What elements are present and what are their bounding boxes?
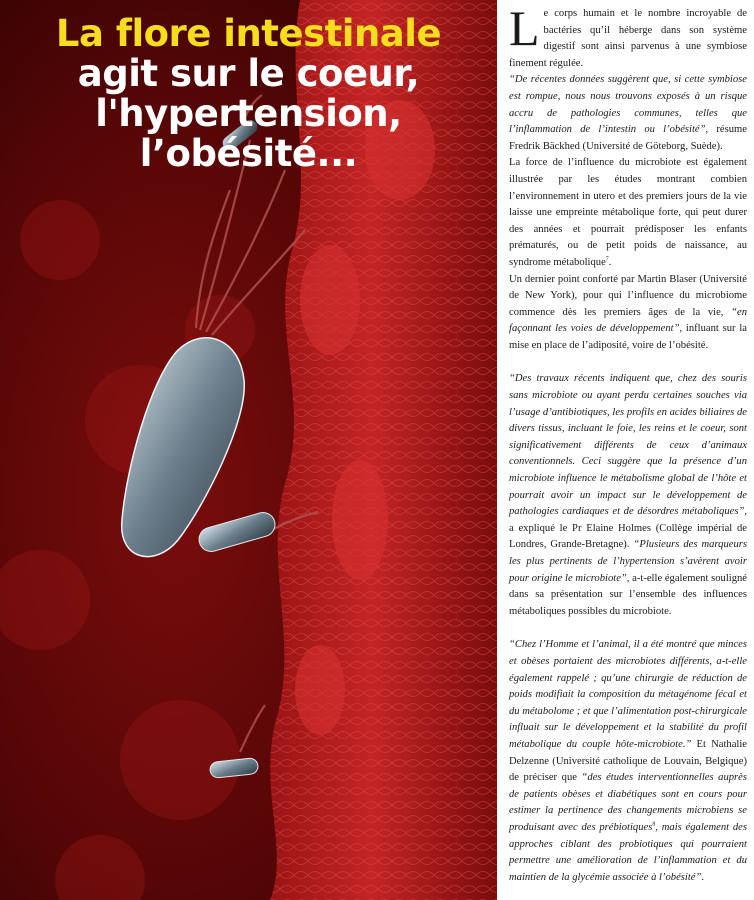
headline-line-2: agit sur le coeur, (77, 52, 420, 95)
delzenne-end: . (701, 871, 705, 883)
reference-7: 7 (605, 256, 609, 263)
paragraph-delzenne (509, 637, 747, 886)
holmes-mid: , a expliqué le Pr Elaine Holmes (Collège impérial de Londres, Grande-Bretagne). (509, 506, 747, 551)
delzenne-quote-2b: , mais également des approches ciblant des probiotiques qui pourraient permettre une amélioration de l’inflammation et du maintien de la glycémie associée à l’obésité” (509, 821, 747, 883)
blaser-end: , influant sur la mise en place de l’adiposité, voire de l’obésité. (509, 323, 748, 351)
reference-8: 8 (652, 821, 656, 828)
influence-end: . (608, 256, 612, 268)
delzenne-mid: Et Nathalie Delzenne (Université catholique de Louvain, Belgique) de préciser que (509, 738, 747, 784)
holmes-quote-1: “Des travaux récents indiquent que, chez des souris sans microbiote ou ayant perdu certaines souches via l’usage d’antibiotiques, les profils en acides biliaires de divers tissus, incluant le foie, les reins et le coeur, sont significativement différents de ceux d’animaux conventionnels. Ceci suggère que la présence d’un microbiote influence le métabolisme global de l’hôte et pourrait avoir un impact sur le développement de pathologies cardiaques et de désordres métaboliques” (509, 373, 747, 518)
paragraph-intro (509, 0, 747, 72)
blaser-quote: “en façonnant les voies de développement” (509, 306, 747, 335)
headline (0, 14, 497, 174)
backhed-attribution: , résume Fredrik Bäckhed (Université de Göteborg, Suède). (509, 124, 748, 152)
delzenne-quote-2a: “des études interventionnelles auprès de patients obèses et diabétiques sont en cours pour estimer la pertinence des changements microbiens se produisant avec des prébiotiques (509, 772, 747, 833)
holmes-end: , a-t-elle également souligné dans sa présentation sur l’ensemble des influences métaboliques possibles du microbiote. (509, 572, 747, 617)
paragraph-influence (509, 155, 747, 271)
headline-line-3: l'hypertension, (95, 92, 402, 135)
influence-text: La force de l’influence du microbiote est également illustrée par les études montrant combien l’environnement in utero et des premiers jours de la vie laisse une empreinte métabolique forte, qui peut durer des années et pourrait prédisposer les enfants prématurés, ou de petit poids de naissance, au syndrome métabolique (509, 157, 747, 268)
holmes-quote-2: “Plusieurs des marqueurs les plus pertinents de l’hypertension s’avèrent avoir pour origine le microbiote” (509, 539, 747, 584)
article-column (509, 0, 748, 886)
headline-line-1: La flore intestinale (55, 12, 442, 55)
spacer (509, 620, 747, 637)
backhed-quote: “De récentes données suggèrent que, si cette symbiose est rompue, nous nous trouvons exposés à un risque accru de pathologies communes, telles que l’inflammation de l’intestin ou l’obésité” (509, 74, 747, 136)
headline-line-4: l’obésité... (139, 132, 358, 175)
paragraph-holmes (509, 371, 747, 620)
spacer (509, 354, 747, 371)
drop-cap: L (509, 0, 540, 56)
blaser-text: Un dernier point conforté par Martin Blaser (Université de New York), pour qui l’influence du microbiome commence dès les premiers âges de la vie, (509, 273, 747, 318)
intro-text: e corps humain et le nombre incroyable de bactéries qu’il héberge dans son système digestif sont ainsi parvenus à une symbiose finement régulée. (509, 8, 747, 69)
delzenne-quote-1: “Chez l’Homme et l’animal, il a été montré que minces et obèses portaient des microbiotes différents, a-t-elle également rappelé ; qu’une chirurgie de réduction de poids modifiait la composition du métagénome fécal et du métabolome ; et que l’alimentation post-chirurgicale influait sur le développement et la stabilité du profil métabolique du couple hôte-microbiote.” (509, 639, 747, 750)
paragraph-blaser (509, 272, 747, 355)
paragraph-backhed (509, 72, 747, 155)
